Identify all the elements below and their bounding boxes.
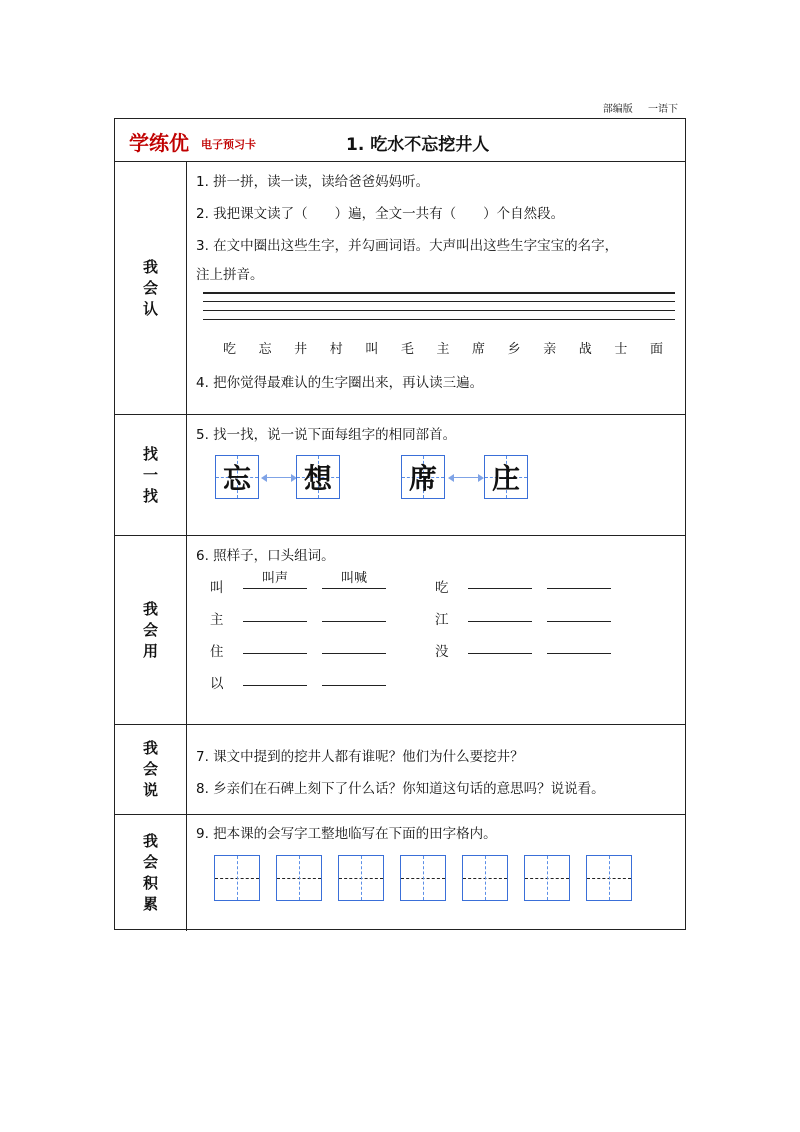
section-label: 找一找: [115, 415, 187, 535]
new-character: 面: [649, 342, 663, 357]
base-word: 江: [435, 612, 449, 628]
brand-subtitle: 电子预习卡: [201, 138, 256, 151]
word-blank[interactable]: 叫声: [243, 573, 307, 589]
writing-grid-box[interactable]: [338, 855, 384, 901]
new-character: 士: [614, 342, 628, 357]
word-blank[interactable]: [547, 573, 611, 589]
question-4: 4. 把你觉得最难认的生字圈出来，再认读三遍。: [196, 375, 484, 391]
new-character: 忘: [258, 342, 272, 357]
question-1: 1. 拼一拼，读一读，读给爸爸妈妈听。: [196, 174, 430, 190]
word-blank[interactable]: [243, 638, 307, 654]
word-blank[interactable]: [468, 638, 532, 654]
writing-grid-box[interactable]: [214, 855, 260, 901]
section-collect: [115, 814, 685, 931]
edition-label: 部编版 一语下: [602, 104, 678, 115]
double-arrow-icon: [454, 477, 478, 478]
preview-card: [114, 118, 686, 930]
question-8: 8. 乡亲们在石碑上刻下了什么话？你知道这句话的意思吗？说说看。: [196, 781, 605, 797]
word-blank[interactable]: [322, 670, 386, 686]
brand-name: 学练优: [129, 131, 189, 155]
section-label: 我会认: [115, 162, 187, 414]
section-say: [115, 724, 685, 814]
word-blank[interactable]: [243, 606, 307, 622]
writing-grid-box[interactable]: [400, 855, 446, 901]
section-use: [115, 535, 685, 724]
question-6: 6. 照样子，口头组词。: [196, 548, 335, 564]
base-word: 没: [435, 644, 449, 660]
writing-grid-box[interactable]: [276, 855, 322, 901]
new-character: 席: [472, 342, 486, 357]
base-word: 主: [210, 612, 224, 628]
question-3-line1: 3. 在文中圈出这些生字，并勾画词语。大声叫出这些生字宝宝的名字，: [196, 238, 619, 254]
new-character: 井: [294, 342, 308, 357]
word-blank[interactable]: [468, 606, 532, 622]
section-label: 我会积累: [115, 815, 187, 931]
lesson-title: 1. 吃水不忘挖井人: [346, 135, 490, 155]
section-label: 我会用: [115, 536, 187, 724]
character-box: 忘: [215, 455, 259, 499]
word-blank[interactable]: [243, 670, 307, 686]
word-blank[interactable]: [468, 573, 532, 589]
double-arrow-icon: [267, 477, 291, 478]
new-character: 战: [578, 342, 592, 357]
base-word: 以: [210, 676, 224, 692]
new-character: 亲: [543, 342, 557, 357]
question-5: 5. 找一找，说一说下面每组字的相同部首。: [196, 427, 457, 443]
new-character: 主: [436, 342, 450, 357]
word-blank[interactable]: 叫喊: [322, 573, 386, 589]
word-blank[interactable]: [547, 638, 611, 654]
question-2: 2. 我把课文读了（ ）遍，全文一共有（ ）个自然段。: [196, 206, 565, 222]
character-box: 庄: [484, 455, 528, 499]
writing-grid-box[interactable]: [462, 855, 508, 901]
character-box: 席: [401, 455, 445, 499]
word-blank[interactable]: [322, 638, 386, 654]
writing-grid-box[interactable]: [586, 855, 632, 901]
new-character: 叫: [365, 342, 379, 357]
new-character: 毛: [400, 342, 414, 357]
question-9: 9. 把本课的会写字工整地临写在下面的田字格内。: [196, 826, 497, 842]
base-word: 住: [210, 644, 224, 660]
base-word: 吃: [435, 580, 449, 596]
section-label: 我会说: [115, 725, 187, 814]
writing-grid-box[interactable]: [524, 855, 570, 901]
question-3-line2: 注上拼音。: [196, 267, 264, 283]
new-character: 村: [329, 342, 343, 357]
character-box: 想: [296, 455, 340, 499]
question-7: 7. 课文中提到的挖井人都有谁呢？他们为什么要挖井？: [196, 749, 524, 765]
word-blank[interactable]: [547, 606, 611, 622]
new-character: 吃: [223, 342, 237, 357]
new-character: 乡: [507, 342, 521, 357]
base-word: 叫: [210, 580, 224, 596]
word-blank[interactable]: [322, 606, 386, 622]
header-row: [115, 119, 685, 161]
section-recognize: [115, 161, 685, 414]
section-find: [115, 414, 685, 535]
